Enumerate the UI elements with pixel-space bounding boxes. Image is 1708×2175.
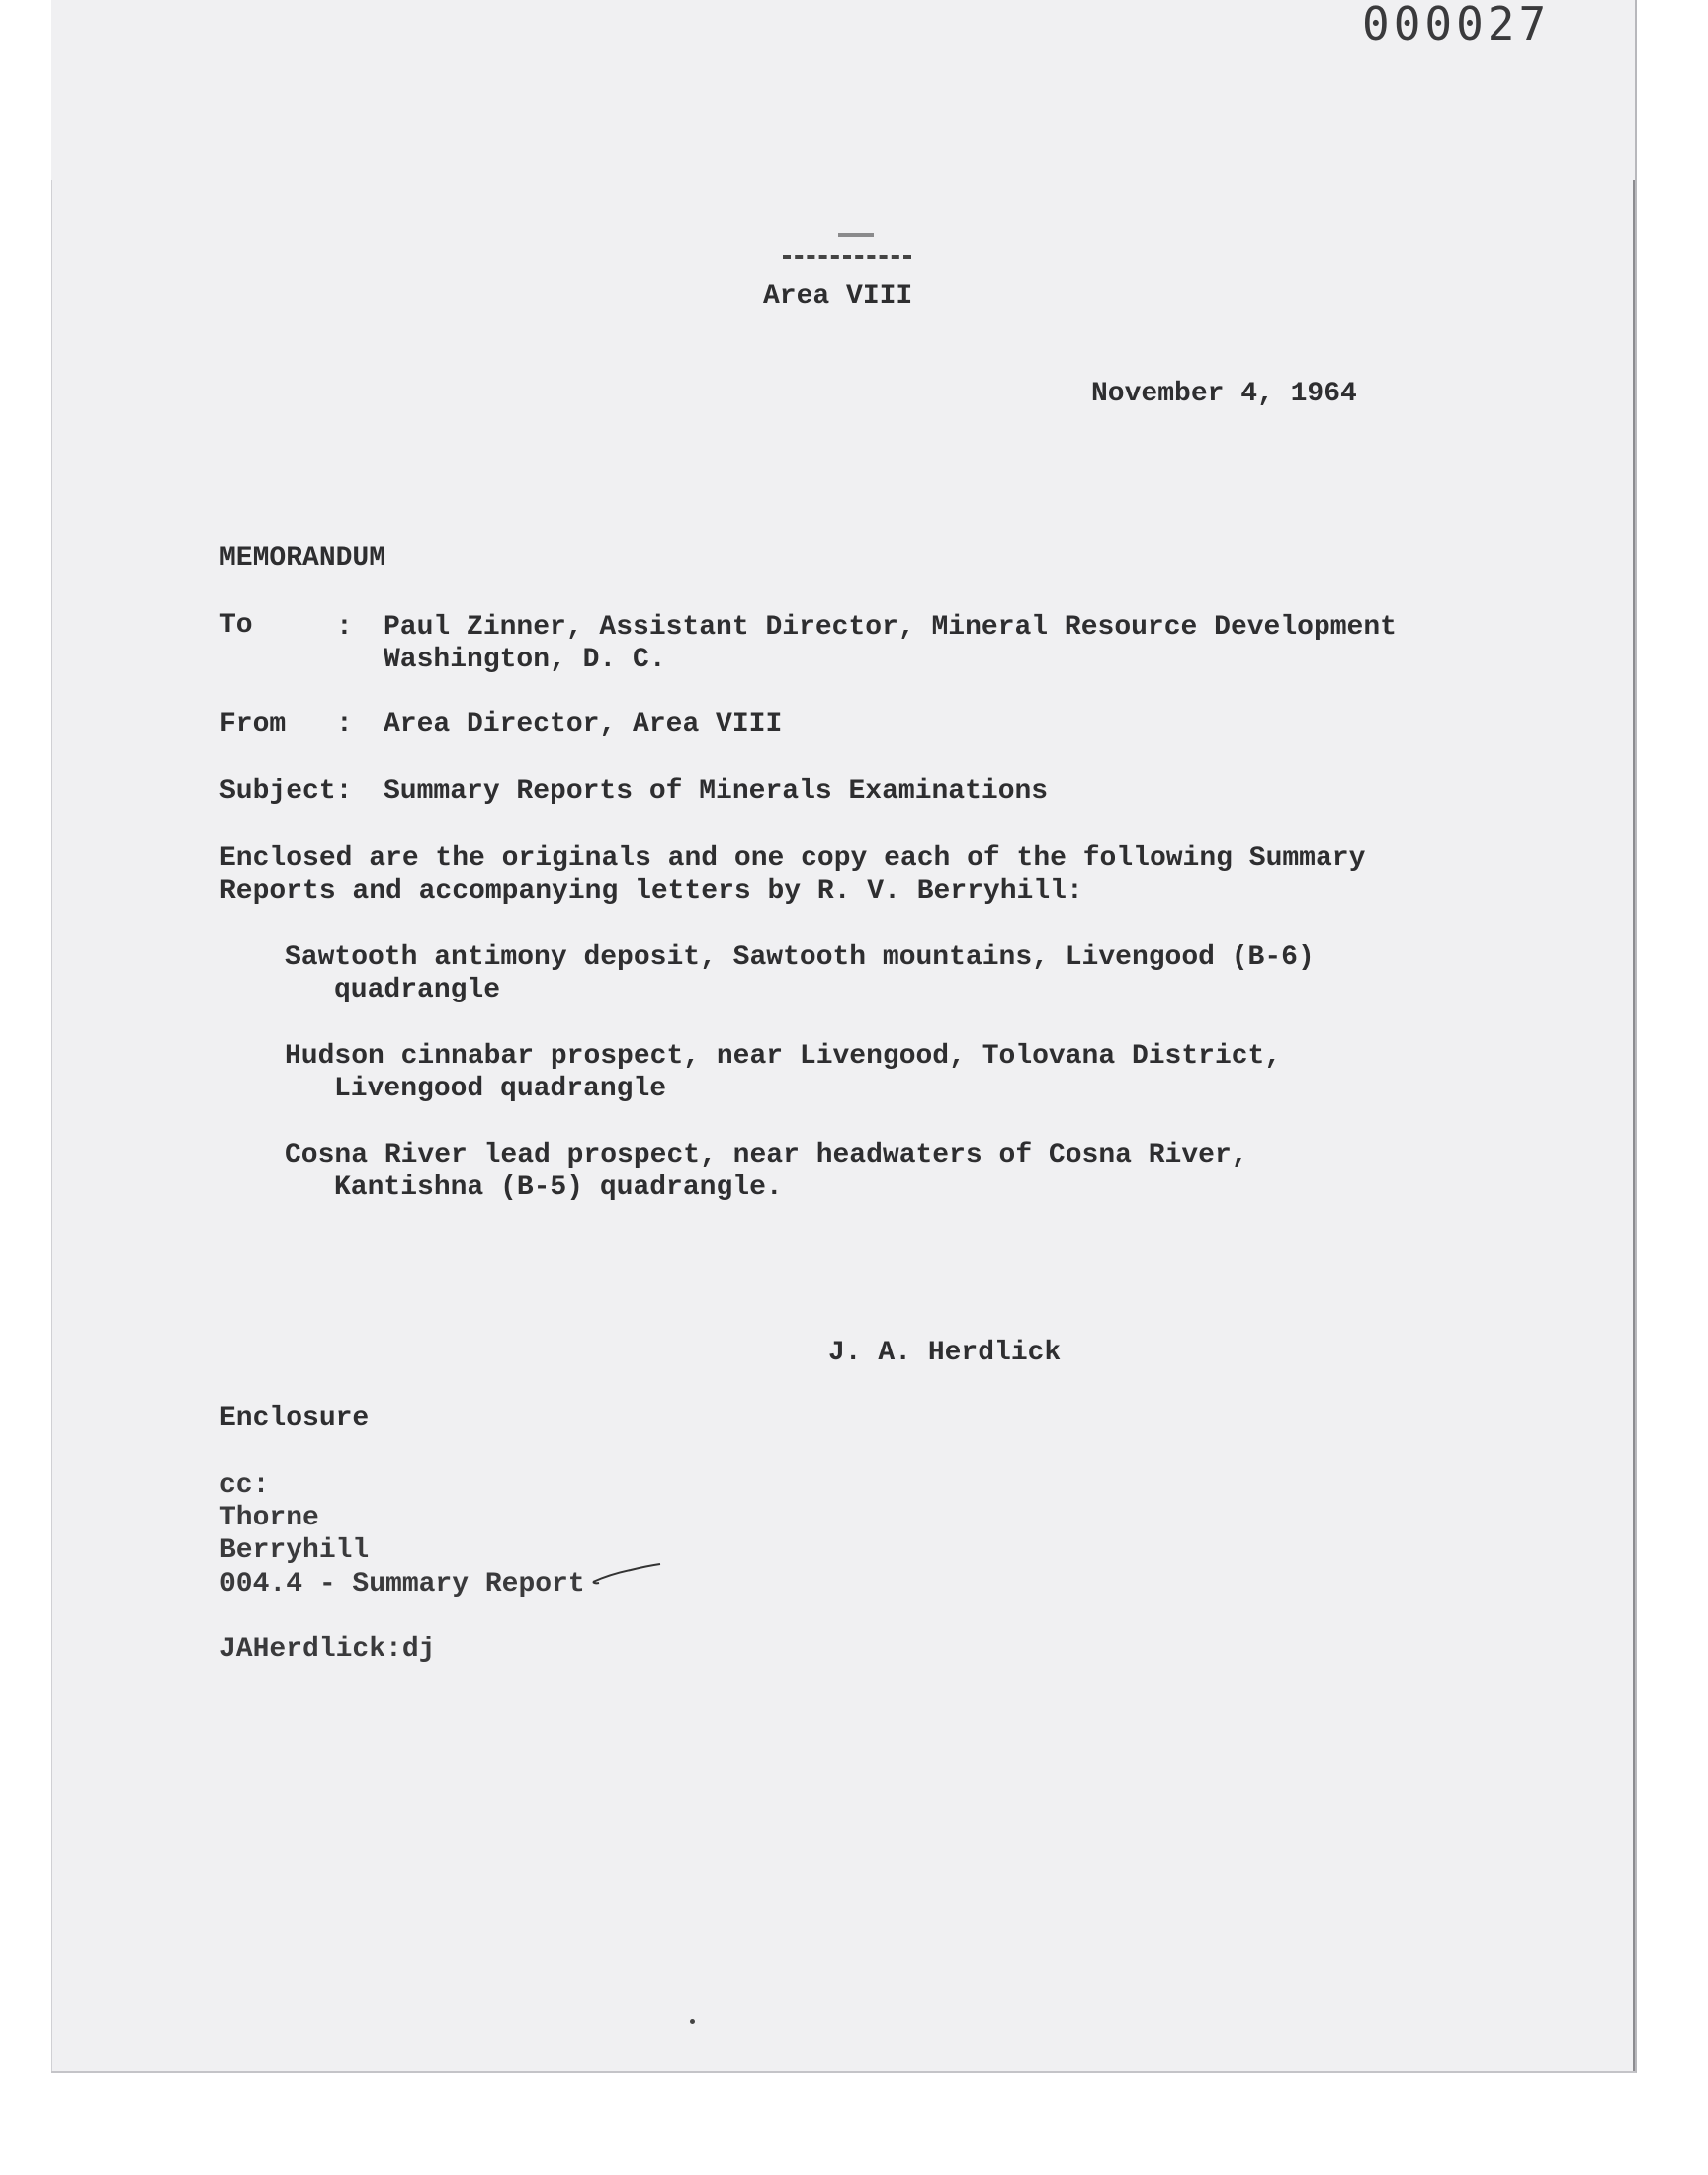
area-heading: Area VIII [763,281,913,311]
heading-rule [783,255,911,265]
to-colon: : [336,612,353,643]
body-line1: Enclosed are the originals and one copy each of the following Summary [219,843,1366,874]
report-item-2-line2: Livengood quadrangle [334,1074,667,1104]
subject-value: Summary Reports of Minerals Examinations [384,776,1049,807]
cc-label: cc: [219,1470,270,1501]
checkmark-icon [591,1562,662,1588]
from-value: Area Director, Area VIII [384,709,783,740]
body-line2: Reports and accompanying letters by R. V. Berryhill: [219,876,1083,907]
to-recipient-line2: Washington, D. C. [384,645,666,675]
enclosure-note: Enclosure [219,1403,370,1434]
signature-name: J. A. Herdlick [828,1338,1062,1368]
from-colon: : [336,709,353,740]
memo-title: MEMORANDUM [219,543,386,573]
typist-initials: JAHerdlick:dj [219,1634,436,1665]
cc-item-3: 004.4 - Summary Report [219,1569,585,1600]
report-item-1-line2: quadrangle [334,975,501,1005]
cc-item-1: Thorne [219,1503,319,1533]
to-label: To [219,610,253,641]
report-item-3-line1: Cosna River lead prospect, near headwaters of Cosna River, [285,1140,1248,1171]
subject-label: Subject: [219,776,353,807]
report-item-1-line1: Sawtooth antimony deposit, Sawtooth mountains, Livengood (B-6) [285,942,1315,973]
from-label: From [219,709,287,740]
report-item-3-line2: Kantishna (B-5) quadrangle. [334,1173,783,1203]
faint-mark [838,233,874,237]
memo-date: November 4, 1964 [1091,379,1357,409]
report-item-2-line1: Hudson cinnabar prospect, near Livengood, Tolovana District, [285,1041,1282,1072]
cc-item-2: Berryhill [219,1535,370,1566]
document-number: 000027 [1362,0,1551,50]
to-recipient-line1: Paul Zinner, Assistant Director, Mineral Resource Development [384,612,1397,643]
scan-speck [690,2019,695,2024]
